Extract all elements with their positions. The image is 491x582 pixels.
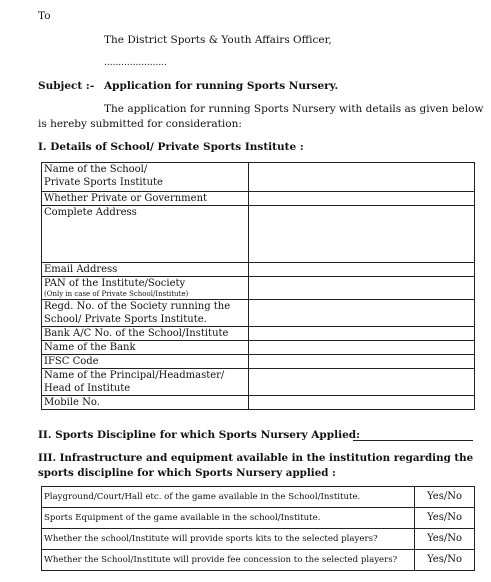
- yes-no-cell[interactable]: Yes/No: [415, 550, 475, 571]
- field-label-line: Private Sports Institute: [44, 177, 163, 188]
- place-dots: ......................: [104, 58, 167, 68]
- table-row: [42, 396, 475, 410]
- yes-no-cell[interactable]: Yes/No: [415, 487, 475, 508]
- field-label-line: School/ Private Sports Institute.: [44, 314, 207, 325]
- to-label: To: [38, 10, 51, 22]
- addressee: The District Sports & Youth Affairs Officer,: [104, 34, 332, 46]
- table-row: [42, 529, 475, 550]
- question-cell: Playground/Court/Hall etc. of the game available in the School/Institute.: [42, 487, 415, 508]
- field-label: [42, 369, 249, 396]
- field-label: Name of the Bank: [42, 341, 249, 355]
- table-row: [42, 341, 475, 355]
- field-value-cell[interactable]: [248, 341, 474, 355]
- table-row: [42, 327, 475, 341]
- field-label: Complete Address: [42, 206, 249, 263]
- field-value-cell[interactable]: [248, 355, 474, 369]
- field-label: [42, 163, 249, 192]
- field-label: Email Address: [42, 263, 249, 277]
- field-label-line: Name of the School/: [44, 164, 148, 175]
- field-value-cell[interactable]: [248, 396, 474, 410]
- field-value-cell[interactable]: [248, 163, 474, 192]
- field-label-line: Head of Institute: [44, 383, 131, 394]
- field-label: Bank A/C No. of the School/Institute: [42, 327, 249, 341]
- field-value-cell[interactable]: [248, 192, 474, 206]
- field-value-cell[interactable]: [248, 206, 474, 263]
- table-row: [42, 550, 475, 571]
- table-row: [42, 487, 475, 508]
- body-line-2: is hereby submitted for consideration:: [38, 118, 242, 130]
- yes-no-cell[interactable]: Yes/No: [415, 529, 475, 550]
- table-row: [42, 192, 475, 206]
- section-3-heading-line-1: III. Infrastructure and equipment available in the institution regarding the: [38, 452, 474, 464]
- field-label: IFSC Code: [42, 355, 249, 369]
- question-cell: Whether the School/Institute will provide fee concession to the selected players?: [42, 550, 415, 571]
- field-label: [42, 300, 249, 327]
- table-row: [42, 300, 475, 327]
- field-label-line: Name of the Principal/Headmaster/: [44, 370, 225, 381]
- table-row: [42, 263, 475, 277]
- table-row: [42, 163, 475, 192]
- question-cell: Whether the school/Institute will provide sports kits to the selected players?: [42, 529, 415, 550]
- subject-label: Subject :-: [38, 80, 95, 92]
- subject-text: Application for running Sports Nursery.: [104, 80, 339, 92]
- section-2-heading: II. Sports Discipline for which Sports Nursery Applied:: [38, 429, 360, 441]
- field-label: [42, 277, 249, 300]
- table-row: [42, 369, 475, 396]
- section-3-heading-line-2: sports discipline for which Sports Nursery applied :: [38, 467, 336, 479]
- table-row: [42, 206, 475, 263]
- table-row: [42, 355, 475, 369]
- section-1-heading: I. Details of School/ Private Sports Institute :: [38, 141, 304, 153]
- field-label-line: PAN of the Institute/Society: [44, 278, 186, 289]
- table-row: [42, 277, 475, 300]
- field-label: Mobile No.: [42, 396, 249, 410]
- field-value-cell[interactable]: [248, 263, 474, 277]
- field-value-cell[interactable]: [248, 277, 474, 300]
- field-note: (Only in case of Private School/Institute): [44, 290, 189, 298]
- field-label-line: Regd. No. of the Society running the: [44, 301, 231, 312]
- yes-no-cell[interactable]: Yes/No: [415, 508, 475, 529]
- infrastructure-table: [41, 486, 475, 571]
- field-value-cell[interactable]: [248, 300, 474, 327]
- field-value-cell[interactable]: [248, 327, 474, 341]
- body-line-1: The application for running Sports Nursery with details as given below: [104, 103, 484, 115]
- school-details-table: [41, 162, 475, 410]
- table-row: [42, 508, 475, 529]
- field-value-cell[interactable]: [248, 369, 474, 396]
- field-label: Whether Private or Government: [42, 192, 249, 206]
- sports-discipline-blank[interactable]: [353, 440, 473, 441]
- question-cell: Sports Equipment of the game available in the school/Institute.: [42, 508, 415, 529]
